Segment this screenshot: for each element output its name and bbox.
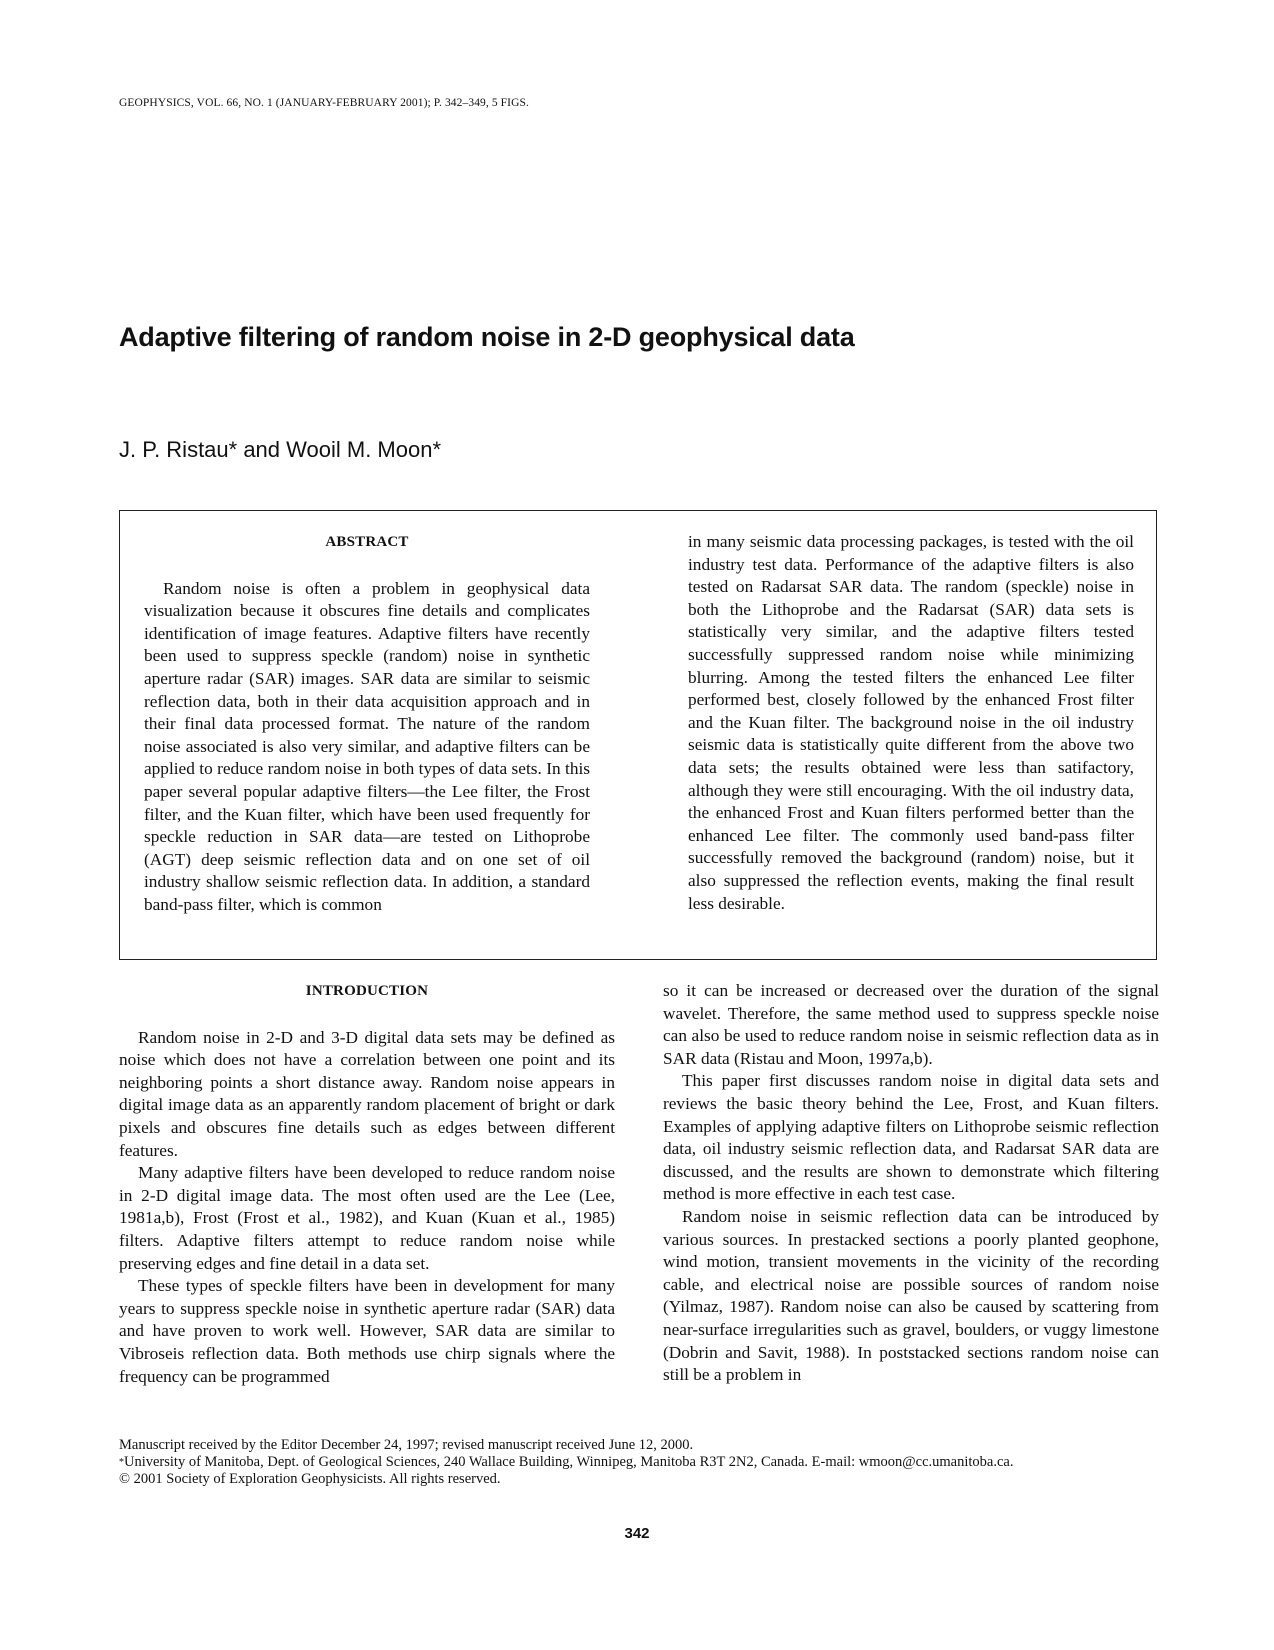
body-paragraph: This paper first discusses random noise in digital data sets and reviews the basic theory behind the Lee, Frost, and Kuan filters. Examples of applying adaptive filters on Lithoprobe seismic reflection data, oil industry seismic reflection data, and Radarsat SAR data are discussed, and the results are shown to demonstrate which filtering method is more effective in each test case. <box>663 1071 1159 1204</box>
introduction-heading: INTRODUCTION <box>305 983 429 999</box>
journal-header: GEOPHYSICS, VOL. 66, NO. 1 (JANUARY-FEBRUARY 2001); P. 342–349, 5 FIGS. <box>119 97 529 109</box>
paper-title: Adaptive filtering of random noise in 2-D geophysical data <box>119 322 855 352</box>
footnotes <box>119 1437 1157 1488</box>
copyright-note: © 2001 Society of Exploration Geophysicists. All rights reserved. <box>119 1471 501 1487</box>
manuscript-note: Manuscript received by the Editor December 24, 1997; revised manuscript received June 12, 2000. <box>119 1437 694 1453</box>
affiliation-marker: * <box>119 1457 124 1468</box>
body-paragraph: Random noise in seismic reflection data can be introduced by various sources. In prestacked sections a poorly planted geophone, wind motion, transient movements in the vicinity of the recording cable, and electrical noise are possible sources of random noise (Yilmaz, 1987). Random noise can also be caused by scattering from near-surface irregularities such as gravel, boulders, or vuggy limestone (Dobrin and Savit, 1988). In poststacked sections random noise can still be a problem in <box>663 1206 1159 1385</box>
abstract-text-left: Random noise is often a problem in geophysical data visualization because it obscures fine details and complicates identification of image features. Adaptive filters have recently been used to suppress speckle (random) noise in synthetic aperture radar (SAR) images. SAR data are similar to seismic reflection data, both in their data acquisition approach and in their final data processed format. The nature of the random noise associated is also very similar, and adaptive filters can be applied to reduce random noise in both types of data sets. In this paper several popular adaptive filters—the Lee filter, the Frost filter, and the Kuan filter, which have been used frequently for speckle reduction in SAR data—are tested on Lithoprobe (AGT) deep seismic reflection data and on one set of oil industry shallow seismic reflection data. In addition, a standard band-pass filter, which is common <box>144 578 590 914</box>
affiliation-text: University of Manitoba, Dept. of Geological Sciences, 240 Wallace Building, Winnipeg, Manitoba R3T 2N2, Canada. E-mail: wmoon@cc.umanitoba.ca. <box>124 1454 1014 1470</box>
introduction-left-column <box>119 980 615 1388</box>
body-paragraph: These types of speckle filters have been in development for many years to suppress speckle noise in synthetic aperture radar (SAR) data and have proven to work well. However, SAR data are similar to Vibroseis reflection data. Both methods use chirp signals where the frequency can be programmed <box>119 1276 615 1386</box>
introduction-right-column <box>663 980 1159 1387</box>
body-paragraph-continued: so it can be increased or decreased over the duration of the signal wavelet. Therefore, the same method used to suppress speckle noise can also be used to reduce random noise in seismic reflection data as in SAR data (Ristau and Moon, 1997a,b). <box>663 981 1159 1068</box>
page-number: 342 <box>624 1525 650 1542</box>
abstract-heading: ABSTRACT <box>325 534 409 550</box>
author-line: J. P. Ristau* and Wooil M. Moon* <box>119 437 442 462</box>
abstract-right-column <box>688 531 1134 915</box>
affiliation-note <box>119 1454 1157 1471</box>
abstract-text-right: in many seismic data processing packages, is tested with the oil industry test data. Performance of the adaptive filters is also tested on Radarsat SAR data. The random (speckle) noise in both the Lithoprobe and the Radarsat (SAR) data sets is statistically very similar, and the adaptive filters tested successfully suppressed random noise while minimizing blurring. Among the tested filters the enhanced Lee filter performed best, closely followed by the enhanced Frost filter and the Kuan filter. The background noise in the oil industry seismic data is statistically quite different from the above two data sets; the results obtained were less than satifactory, although they were still encouraging. With the oil industry data, the enhanced Frost and Kuan filters performed better than the enhanced Lee filter. The commonly used band-pass filter successfully removed the background (random) noise, but it also suppressed the reflection events, making the final result less desirable. <box>688 532 1134 913</box>
abstract-left-column <box>144 531 590 917</box>
body-paragraph: Random noise in 2-D and 3-D digital data sets may be defined as noise which does not have a correlation between one point and its neighboring points a short distance away. Random noise appears in digital image data as an apparently random placement of bright or dark pixels and obscures fine details such as edges between different features. <box>119 1027 615 1160</box>
body-paragraph: Many adaptive filters have been developed to reduce random noise in 2-D digital image data. The most often used are the Lee (Lee, 1981a,b), Frost (Frost et al., 1982), and Kuan (Kuan et al., 1985) filters. Adaptive filters attempt to reduce random noise while preserving edges and fine detail in a data set. <box>119 1163 615 1273</box>
